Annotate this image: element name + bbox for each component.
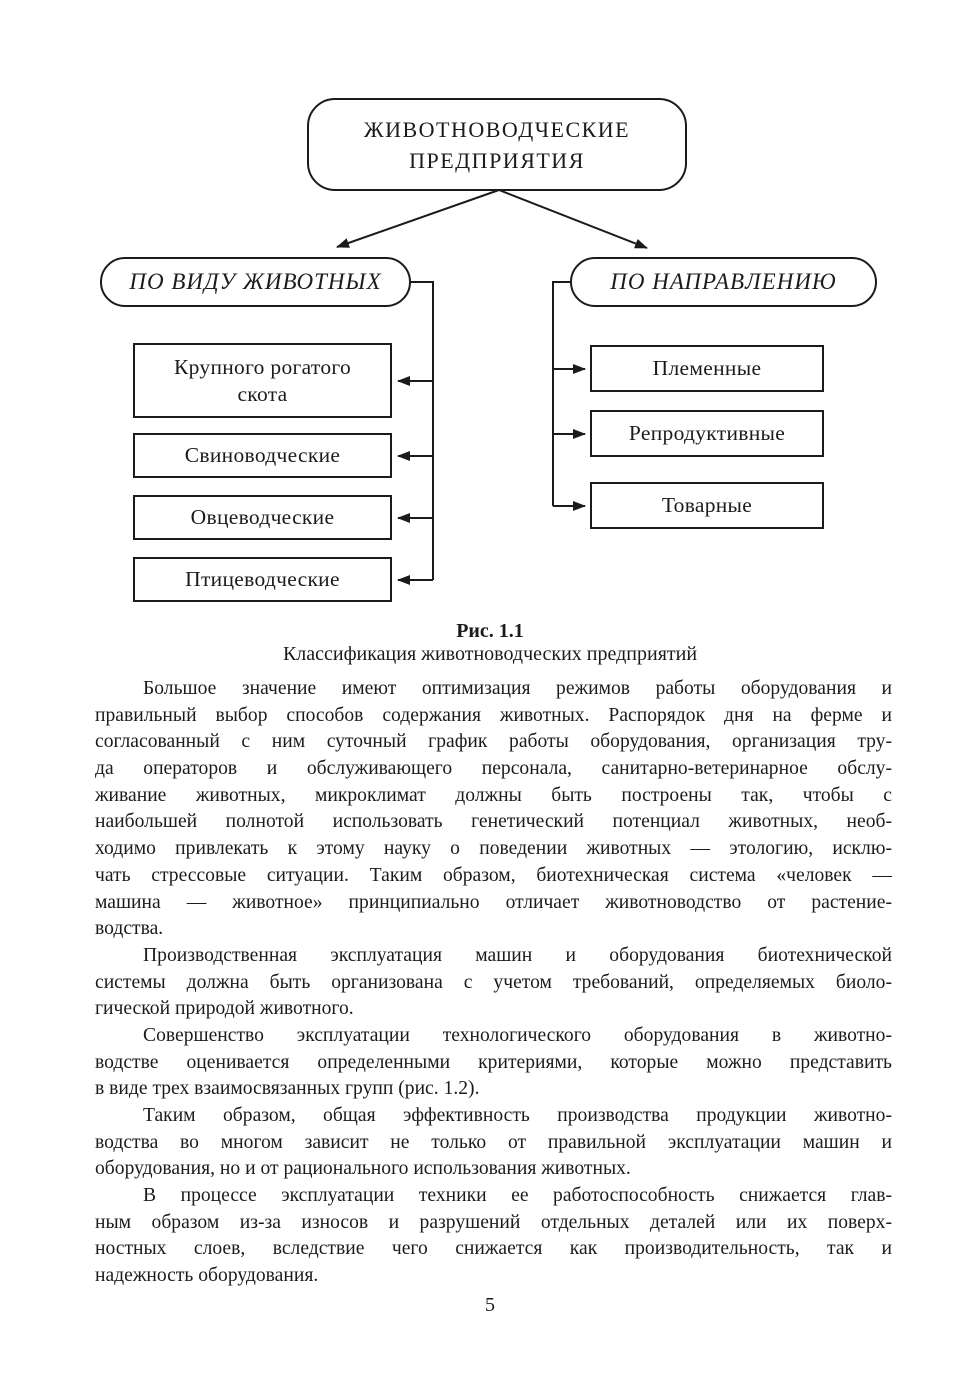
branch-node-by-animal-type: ПО ВИДУ ЖИВОТНЫХ [100, 257, 411, 307]
diagram-leaf-node: Свиноводческие [133, 433, 392, 478]
paragraph-line: ходимо привлекать к этому науку о поведении животных — этологию, исклю- [95, 838, 892, 860]
paragraph-line: надежность оборудования. [95, 1265, 319, 1287]
diagram-leaf-node: Племенные [590, 345, 824, 392]
paragraph-line: водстве оценивается определенными критериями, которые можно представить [95, 1051, 892, 1073]
paragraph-line: Совершенство эксплуатации технологического оборудования в животно- [143, 1024, 892, 1046]
diagram-leaf-node: Товарные [590, 482, 824, 529]
diagram-leaf-node: Репродуктивные [590, 410, 824, 457]
paragraph-line: согласованный с ним суточный график работы оборудования, организация тру- [95, 731, 892, 753]
paragraph-line: правильный выбор способов содержания животных. Распорядок дня на ферме и [95, 704, 892, 726]
paragraph-line: оборудования, но и от рационального использования животных. [95, 1158, 631, 1180]
paragraph-line: гической природой животного. [95, 998, 354, 1020]
paragraph-line: да операторов и обслуживающего персонала, санитарно-ветеринарное обслу- [95, 758, 892, 780]
paragraph-line: ностных слоев, вследствие чего снижается как производительность, так и [95, 1238, 892, 1260]
right-branch-items [590, 345, 824, 530]
root-node-line2: ПРЕДПРИЯТИЯ [409, 147, 585, 173]
paragraph-line: Производственная эксплуатация машин и оборудования биотехнической [143, 944, 892, 966]
figure-caption [0, 620, 980, 666]
root-node-livestock-enterprises [307, 98, 687, 191]
left-branch-items [133, 343, 392, 603]
page-number: 5 [485, 1294, 495, 1316]
branch-node-by-direction: ПО НАПРАВЛЕНИЮ [570, 257, 877, 307]
paragraph-line: системы должна быть организована с учетом требований, определяемых биоло- [95, 971, 892, 993]
arrow-root-to-right [499, 190, 647, 248]
paragraph-line: водства. [95, 918, 164, 940]
figure-caption-label: Рис. 1.1 [456, 620, 524, 642]
arrow-root-to-left [337, 190, 499, 247]
paragraph-line: ным образом из-за износов и разрушений отдельных деталей или их поверх- [95, 1211, 892, 1233]
figure-diagram [0, 0, 980, 620]
paragraph-line: водства во многом зависит не только от правильной эксплуатации машин и [95, 1131, 892, 1153]
paragraph-line: в виде трех взаимосвязанных групп (рис. 1.2). [95, 1078, 480, 1100]
left-branch-line [411, 282, 433, 580]
paragraph-line: Большое значение имеют оптимизация режимов работы оборудования и [143, 678, 892, 699]
paragraph-line: чать стрессовые ситуации. Таким образом, биотехническая система «человек — [95, 864, 892, 886]
paragraph-line: живание животных, микроклимат должны быть построены так, чтобы с [95, 784, 892, 806]
diagram-leaf-node: Птицеводческие [133, 557, 392, 602]
paragraph-line: В процессе эксплуатации техники ее работоспособность снижается глав- [143, 1185, 892, 1207]
diagram-leaf-node: Крупного рогатого скота [133, 343, 392, 418]
diagram-leaf-node: Овцеводческие [133, 495, 392, 540]
root-node-line1: ЖИВОТНОВОДЧЕСКИЕ [363, 116, 631, 142]
body-text [95, 676, 892, 1290]
paragraph-line: Таким образом, общая эффективность производства продукции животно- [143, 1105, 892, 1126]
figure-caption-text: Классификация животноводческих предприятий [282, 643, 698, 665]
right-branch-line [553, 282, 570, 506]
paragraph-line: наибольшей полнотой использовать генетический потенциал животных, необ- [95, 811, 892, 833]
paragraph-line: машина — животное» принципиально отличает животноводство от растение- [95, 891, 892, 913]
